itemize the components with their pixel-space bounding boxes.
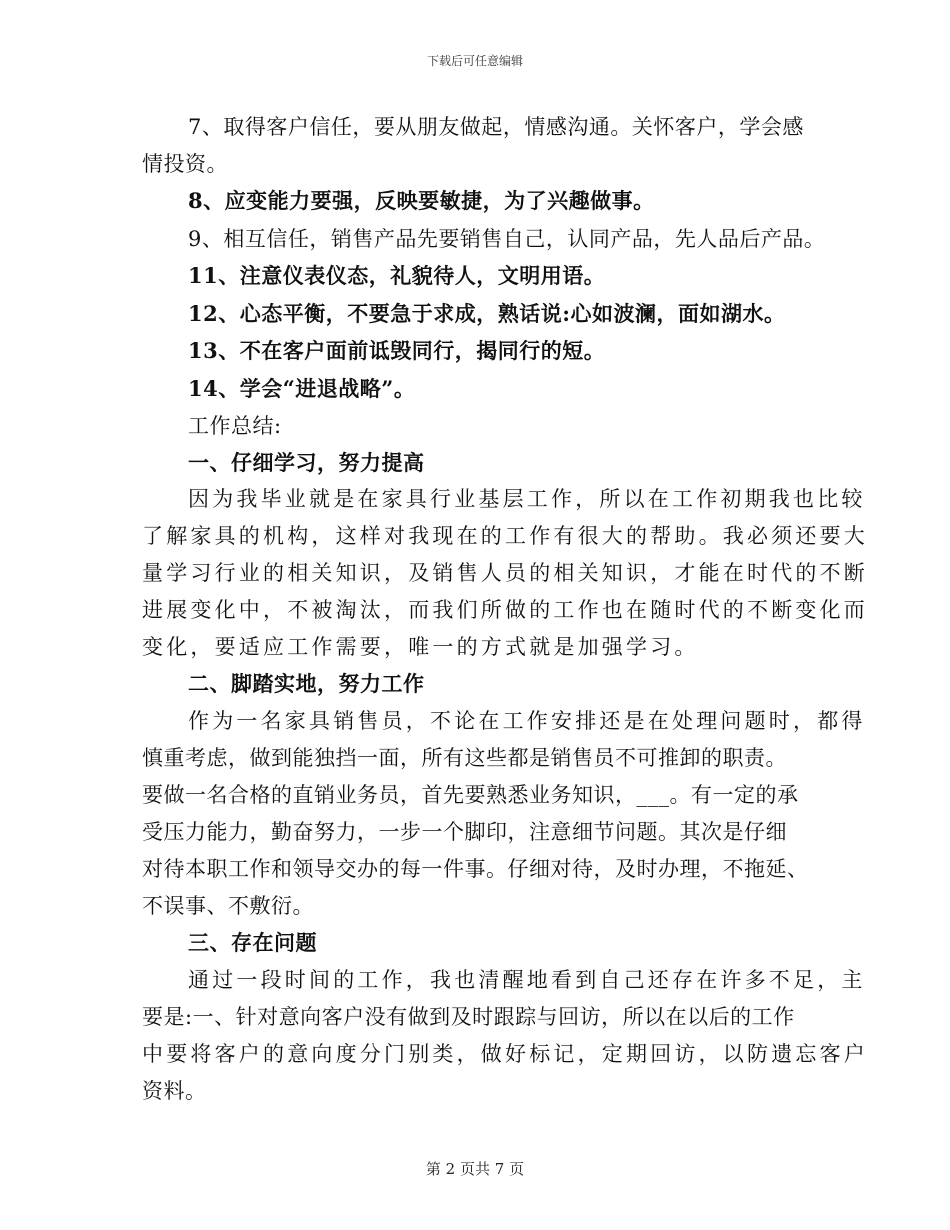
section-1-line-1: 因为我毕业就是在家具行业基层工作，所以在工作初期我也比较 bbox=[188, 487, 866, 511]
section-3-line-1: 通过一段时间的工作，我也清醒地看到自己还存在许多不足，主 bbox=[188, 968, 866, 992]
section-2-line-2: 慎重考虑，做到能独挡一面，所有这些都是销售员不可推卸的职责。 bbox=[142, 746, 787, 770]
item-7-line-2: 情投资。 bbox=[142, 152, 228, 176]
item-7-line-1: 7、取得客户信任，要从朋友做起，情感沟通。关怀客户，学会感 bbox=[188, 115, 804, 139]
item-13: 13、不在客户面前诋毁同行，揭同行的短。 bbox=[188, 338, 606, 363]
section-2-line-1: 作为一名家具销售员，不论在工作安排还是在处理问题时，都得 bbox=[188, 709, 866, 733]
section-1-line-4: 进展变化中，不被淘汰，而我们所做的工作也在随时代的不断变化而 bbox=[142, 598, 868, 622]
section-2-line-6: 不误事、不敷衍。 bbox=[142, 894, 314, 918]
item-12: 12、心态平衡，不要急于求成，熟话说:心如波澜，面如湖水。 bbox=[188, 301, 786, 326]
section-3-line-4: 资料。 bbox=[142, 1079, 207, 1103]
item-8: 8、应变能力要强，反映要敏捷，为了兴趣做事。 bbox=[188, 188, 655, 213]
section-3-line-3: 中要将客户的意向度分门别类，做好标记，定期回访，以防遗忘客户 bbox=[142, 1042, 868, 1066]
section-2-line-3: 要做一名合格的直销业务员，首先要熟悉业务知识，___。有一定的承 bbox=[142, 783, 799, 807]
section-2-line-5: 对待本职工作和领导交办的每一件事。仔细对待，及时办理，不拖延、 bbox=[142, 857, 809, 881]
item-9: 9、相互信任，销售产品先要销售自己，认同产品，先人品后产品。 bbox=[188, 227, 826, 251]
section-1-line-3: 量学习行业的相关知识，及销售人员的相关知识，才能在时代的不断 bbox=[142, 561, 868, 585]
item-11: 11、注意仪表仪态，礼貌待人，文明用语。 bbox=[188, 263, 606, 288]
item-14: 14、学会“进退战略”。 bbox=[188, 376, 416, 401]
section-3-line-2: 要是:一、针对意向客户没有做到及时跟踪与回访，所以在以后的工作 bbox=[142, 1005, 795, 1029]
section-2-heading: 二、脚踏实地，努力工作 bbox=[188, 671, 425, 696]
page-number: 第 2 页共 7 页 bbox=[425, 1160, 525, 1178]
work-summary-label: 工作总结: bbox=[188, 414, 282, 438]
section-1-line-5: 变化，要适应工作需要，唯一的方式就是加强学习。 bbox=[142, 635, 699, 659]
section-1-heading: 一、仔细学习，努力提高 bbox=[188, 450, 425, 475]
section-3-heading: 三、存在问题 bbox=[188, 930, 317, 955]
section-1-line-2: 了解家具的机构，这样对我现在的工作有很大的帮助。我必须还要大 bbox=[142, 524, 868, 548]
page-header: 下载后可任意编辑 bbox=[426, 54, 523, 68]
section-2-line-4: 受压力能力，勤奋努力，一步一个脚印，注意细节问题。其次是仔细 bbox=[142, 820, 787, 844]
